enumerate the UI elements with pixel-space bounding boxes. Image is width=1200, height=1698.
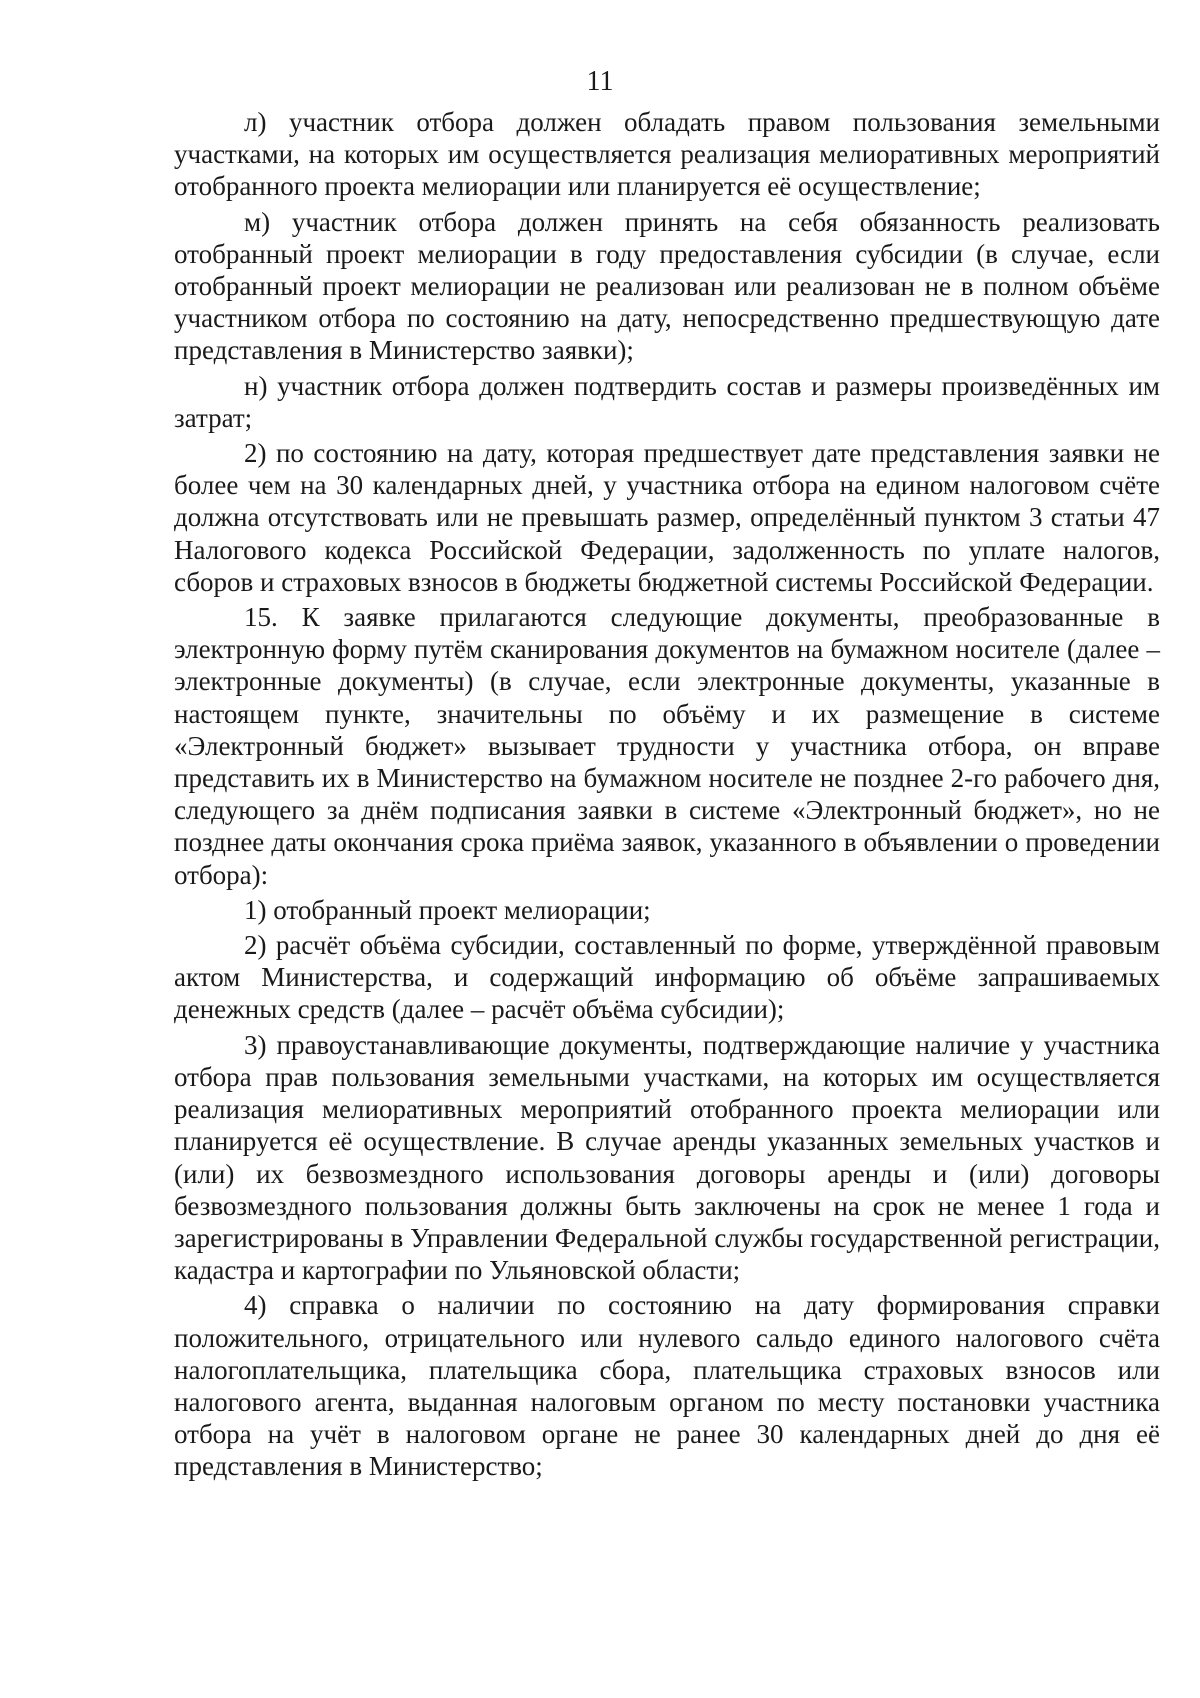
paragraph-clause-15: 15. К заявке прилагаются следующие документы, преобразованные в электронную форму путём сканирования документов на бумажном носителе (далее – электронные документы) (в случае, если электронные документы, указанные в настоящем пункте, значительны по объёму и их размещение в системе «Электронный бюджет» вызывает трудности у участника отбора, он вправе представить их в Министерство на бумажном носителе не позднее 2-го рабочего дня, следующего за днём подписания заявки в системе «Электронный бюджет», но не позднее даты окончания срока приёма заявок, указанного в объявлении о проведении отбора):: [174, 602, 1160, 890]
paragraph-doc-1: 1) отобранный проект мелиорации;: [244, 894, 651, 925]
paragraph-doc-4: 4) справка о наличии по состоянию на дату формирования справки положительного, отрицательного или нулевого сальдо единого налогового счёта налогоплательщика, плательщика сбора, плательщика страховых взносов или налогового агента, выданная налоговым органом по месту постановки участника отбора на учёт в налоговом органе не ранее 30 календарных дней до дня её представления в Министерство;: [174, 1290, 1160, 1482]
paragraph-doc-3: 3) правоустанавливающие документы, подтверждающие наличие у участника отбора прав пользования земельными участками, на которых им осуществляется реализация мелиоративных мероприятий отобранного проекта мелиорации или планируется её осуществление. В случае аренды указанных земельных участков и (или) их безвозмездного использования договоры аренды и (или) договоры безвозмездного пользования должны быть заключены на срок не менее 1 года и зарегистрированы в Управлении Федеральной службы государственной регистрации, кадастра и картографии по Ульяновской области;: [174, 1029, 1160, 1286]
paragraph-l: л) участник отбора должен обладать правом пользования земельными участками, на которых им осуществляется реализация мелиоративных мероприятий отобранного проекта мелиорации или планируется её осуществление;: [174, 107, 1160, 202]
paragraph-m: м) участник отбора должен принять на себя обязанность реализовать отобранный проект мелиорации в году предоставления субсидии (в случае, если отобранный проект мелиорации не реализован или реализован не в полном объёме участником отбора по состоянию на дату, непосредственно предшествующую дате представления в Министерство заявки);: [174, 206, 1160, 366]
paragraph-item-2: 2) по состоянию на дату, которая предшествует дате представления заявки не более чем на 30 календарных дней, у участника отбора на едином налоговом счёте должна отсутствовать или не превышать размер, определённый пунктом 3 статьи 47 Налогового кодекса Российской Федерации, задолженность по уплате налогов, сборов и страховых взносов в бюджеты бюджетной системы Российской Федерации.: [174, 438, 1160, 597]
page-number: 11: [586, 66, 614, 97]
paragraph-doc-2: 2) расчёт объёма субсидии, составленный по форме, утверждённой правовым актом Министерства, и содержащий информацию об объёме запрашиваемых денежных средств (далее – расчёт объёма субсидии);: [174, 930, 1160, 1025]
paragraph-n: н) участник отбора должен подтвердить состав и размеры произведённых им затрат;: [174, 370, 1160, 433]
document-body: [174, 106, 1160, 1483]
